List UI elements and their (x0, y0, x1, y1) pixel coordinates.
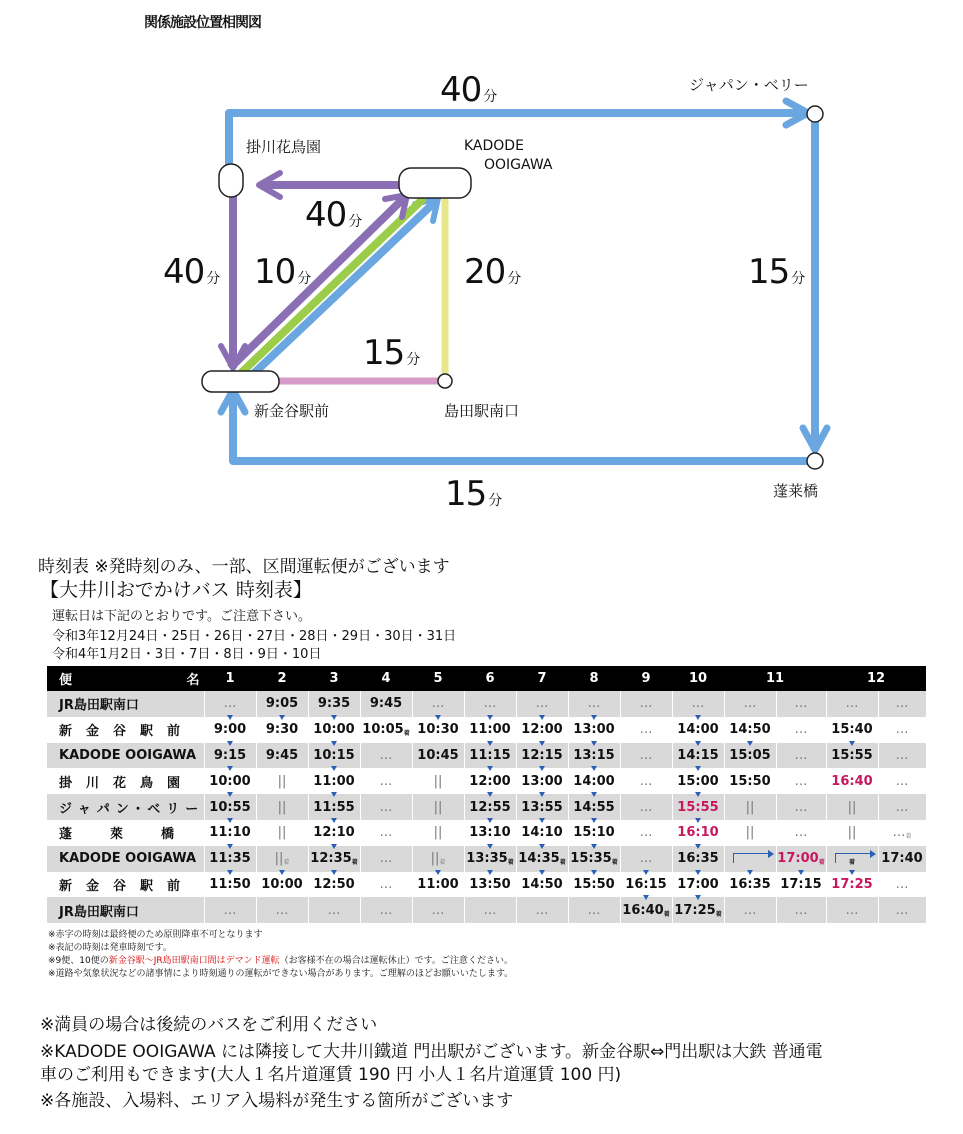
station-label-shimada: 島田駅南口 (444, 402, 520, 420)
time-cell: || (412, 820, 464, 846)
station-label-kadode-line2: OOIGAWA (484, 157, 553, 173)
arrow-down-icon (227, 870, 233, 875)
time-cell: 15:00 (672, 768, 724, 794)
time-cell: … (826, 691, 878, 717)
time-cell: 12:00 (516, 717, 568, 743)
arrow-down-icon (591, 715, 597, 720)
header-bin: 1 (204, 666, 256, 691)
arrow-down-icon (487, 844, 493, 849)
time-cell: 9:45 (360, 691, 412, 717)
stop-name: 掛川花鳥園 (47, 768, 204, 794)
time-cell: 11:00 (464, 717, 516, 743)
arrow-down-icon (539, 844, 545, 849)
time-cell: … (776, 794, 826, 820)
arrow-down-icon (643, 870, 649, 875)
time-label-purple-diag: 40 分 (305, 195, 362, 235)
header-bin: 2 (256, 666, 308, 691)
time-cell: … (360, 820, 412, 846)
time-cell: 16:35 (672, 846, 724, 872)
time-cell: 12:10 (308, 820, 360, 846)
time-cell: 10:55 (204, 794, 256, 820)
time-cell: … (776, 743, 826, 769)
time-cell: 11:55 (308, 794, 360, 820)
station-label-kadode-line1: KADODE (464, 138, 524, 154)
time-label-right: 15 分 (748, 252, 805, 292)
timetable (47, 666, 927, 923)
arrow-down-icon (539, 741, 545, 746)
time-cell: 10:00 (308, 717, 360, 743)
arrow-down-icon (539, 715, 545, 720)
time-cell: … (308, 897, 360, 923)
time-cell: 15:40 (826, 717, 878, 743)
arrow-down-icon (487, 792, 493, 797)
time-cell: … (620, 691, 672, 717)
timetable-row (47, 717, 926, 743)
arrow-down-icon (643, 895, 649, 900)
arrow-down-icon (227, 844, 233, 849)
stop-name: KADODE OOIGAWA (47, 846, 204, 872)
time-cell: … (516, 691, 568, 717)
footer-note-admission: ※各施設、入場料、エリア入場料が発生する箇所がございます (40, 1091, 514, 1111)
arrow-down-icon (539, 818, 545, 823)
time-cell: 12:35着 (308, 846, 360, 872)
time-cell: 11:00 (308, 768, 360, 794)
arrow-down-icon (695, 715, 701, 720)
station-label-japan-berry: ジャパン・ベリー (689, 76, 809, 94)
header-bin: 9 (620, 666, 672, 691)
time-cell (826, 846, 878, 872)
footer-note-kadode: ※KADODE OOIGAWA には隣接して大井川鐵道 門出駅がございます。新金谷駅⇔門出駅は大鉄 普通電 (40, 1042, 823, 1062)
time-cell: 14:35着 (516, 846, 568, 872)
arrow-down-icon (591, 870, 597, 875)
arrival-mark: 着 (559, 859, 566, 867)
time-cell: 9:00 (204, 717, 256, 743)
arrowhead-icon (870, 850, 876, 858)
arrow-down-icon (695, 766, 701, 771)
operation-dates-2022: 令和4年1月2日・3日・7日・8日・9日・10日 (52, 647, 322, 662)
arrow-down-icon (539, 792, 545, 797)
time-cell: 11:35 (204, 846, 256, 872)
time-cell: 13:10 (464, 820, 516, 846)
time-cell: 14:55 (568, 794, 620, 820)
time-cell: … (360, 794, 412, 820)
time-cell: … (776, 717, 826, 743)
time-cell: 11:15 (464, 743, 516, 769)
stop-name: KADODE OOIGAWA (47, 743, 204, 769)
time-label-pink: 15 分 (363, 333, 420, 373)
time-cell (724, 846, 776, 872)
arrival-mark: 着 (818, 859, 825, 867)
time-cell: … (776, 768, 826, 794)
arrow-down-icon (487, 715, 493, 720)
arrow-down-icon (747, 741, 753, 746)
arrow-down-icon (227, 715, 233, 720)
station-node-japan-berry (807, 106, 823, 122)
time-label-green-diag: 10 分 (254, 252, 311, 292)
time-cell: 10:45 (412, 743, 464, 769)
time-cell: 10:00 (256, 872, 308, 898)
arrow-down-icon (695, 818, 701, 823)
time-cell: 12:55 (464, 794, 516, 820)
time-cell: … (620, 717, 672, 743)
time-cell: … (360, 872, 412, 898)
time-cell: 14:00 (568, 768, 620, 794)
time-cell: || (256, 794, 308, 820)
time-cell: … (360, 897, 412, 923)
arrow-down-icon (591, 766, 597, 771)
time-cell: 16:40着 (620, 897, 672, 923)
arrow-down-icon (227, 792, 233, 797)
arrival-mark: 着 (283, 859, 290, 867)
arrow-down-icon (331, 715, 337, 720)
arrow-down-icon (849, 741, 855, 746)
timetable-row (47, 897, 926, 923)
header-bin: 10 (672, 666, 724, 691)
stop-name: 新金谷駅前 (47, 717, 204, 743)
time-cell: || (412, 794, 464, 820)
time-cell: 11:50 (204, 872, 256, 898)
arrow-down-icon (747, 870, 753, 875)
time-cell: ||着 (412, 846, 464, 872)
arrow-right-icon (733, 853, 768, 863)
timetable-row (47, 768, 926, 794)
arrow-down-icon (279, 715, 285, 720)
time-cell: 17:25 (826, 872, 878, 898)
header-bin-name: 便 名 (47, 666, 204, 691)
arrowhead-icon (768, 850, 774, 858)
operation-note: 運転日は下記のとおりです。ご注意下さい。 (52, 609, 311, 624)
header-bin: 8 (568, 666, 620, 691)
time-cell: … (412, 897, 464, 923)
time-cell: || (826, 794, 878, 820)
time-cell: ||着 (256, 846, 308, 872)
time-cell: 15:55 (826, 743, 878, 769)
arrow-down-icon (695, 844, 701, 849)
arrow-down-icon (331, 844, 337, 849)
arrow-down-icon (591, 818, 597, 823)
timetable-heading: 時刻表 ※発時刻のみ、一部、区間運転便がございます (38, 557, 450, 577)
arrow-down-icon (798, 870, 804, 875)
time-cell: 15:50 (568, 872, 620, 898)
time-cell: … (878, 872, 926, 898)
time-cell: … (464, 897, 516, 923)
arrival-mark: 着 (715, 910, 722, 918)
station-label-horai: 蓬莱橋 (773, 482, 819, 500)
header-bin: 5 (412, 666, 464, 691)
time-cell: 17:00 (672, 872, 724, 898)
time-cell: … (204, 691, 256, 717)
stop-name: 新金谷駅前 (47, 872, 204, 898)
time-cell: … (568, 897, 620, 923)
arrow-down-icon (487, 741, 493, 746)
operation-dates-2021: 令和3年12月24日・25日・26日・27日・28日・29日・30日・31日 (52, 629, 457, 644)
time-cell: || (256, 768, 308, 794)
station-node-shimada (438, 374, 452, 388)
timetable-row (47, 846, 926, 872)
timetable-row (47, 691, 926, 717)
time-cell: 10:05着 (360, 717, 412, 743)
time-cell: … (516, 897, 568, 923)
arrow-down-icon (695, 792, 701, 797)
time-cell: 15:10 (568, 820, 620, 846)
time-cell: …着 (878, 820, 926, 846)
time-cell: … (568, 691, 620, 717)
time-cell: … (724, 897, 776, 923)
arrow-down-icon (539, 766, 545, 771)
station-node-kakegawa (219, 164, 243, 197)
timetable-row (47, 872, 926, 898)
stop-name: JR島田駅南口 (47, 897, 204, 923)
arrow-down-icon (435, 870, 441, 875)
time-cell: 17:25着 (672, 897, 724, 923)
arrival-mark: 着 (403, 730, 410, 738)
time-cell: 15:55 (672, 794, 724, 820)
stop-name: 蓬萊橋 (47, 820, 204, 846)
time-cell: 16:35 (724, 872, 776, 898)
station-label-shinkanaya: 新金谷駅前 (254, 402, 330, 420)
arrow-down-icon (487, 818, 493, 823)
time-cell: 14:50 (516, 872, 568, 898)
time-cell: … (620, 846, 672, 872)
time-cell: 12:15 (516, 743, 568, 769)
time-cell: 13:15 (568, 743, 620, 769)
time-cell: 16:15 (620, 872, 672, 898)
time-cell: 13:00 (516, 768, 568, 794)
header-bin: 6 (464, 666, 516, 691)
time-cell: 15:35着 (568, 846, 620, 872)
time-cell: … (776, 691, 826, 717)
arrow-down-icon (279, 870, 285, 875)
time-cell: … (878, 794, 926, 820)
time-cell: 11:10 (204, 820, 256, 846)
time-cell: … (204, 897, 256, 923)
arrow-down-icon (331, 766, 337, 771)
time-cell: 12:50 (308, 872, 360, 898)
arrow-down-icon (487, 766, 493, 771)
arrow-down-icon (695, 870, 701, 875)
arrival-mark: 着 (611, 859, 618, 867)
time-cell: … (620, 743, 672, 769)
time-cell: … (360, 768, 412, 794)
timetable-title: 【大井川おでかけバス 時刻表】 (40, 579, 312, 601)
timetable-row (47, 743, 926, 769)
time-cell: 9:45 (256, 743, 308, 769)
stop-name: JR島田駅南口 (47, 691, 204, 717)
time-cell: 16:40 (826, 768, 878, 794)
time-label-yellow: 20 分 (464, 252, 521, 292)
arrow-right-icon (835, 853, 870, 863)
arrow-down-icon (487, 870, 493, 875)
time-cell: 16:10 (672, 820, 724, 846)
time-cell: … (672, 691, 724, 717)
time-label-top: 40 分 (440, 70, 497, 110)
time-cell: 14:50 (724, 717, 776, 743)
arrow-down-icon (695, 895, 701, 900)
header-bin: 7 (516, 666, 568, 691)
time-cell: 14:10 (516, 820, 568, 846)
header-bin: 11 (724, 666, 826, 691)
time-cell: || (412, 768, 464, 794)
time-cell: 14:15 (672, 743, 724, 769)
note-departure: ※表記の時刻は発車時刻です。 (48, 943, 172, 953)
note-red-times: ※赤字の時刻は最終便のため原則降車不可となります (48, 930, 263, 940)
time-cell: … (620, 794, 672, 820)
arrow-down-icon (695, 741, 701, 746)
arrow-down-icon (435, 715, 441, 720)
time-cell: 17:15 (776, 872, 826, 898)
arrow-down-icon (849, 870, 855, 875)
time-cell: 9:05 (256, 691, 308, 717)
time-cell: 14:00 (672, 717, 724, 743)
time-cell: 9:35 (308, 691, 360, 717)
header-bin: 4 (360, 666, 412, 691)
arrival-mark: 着 (848, 859, 855, 867)
header-bin: 3 (308, 666, 360, 691)
footer-note-full: ※満員の場合は後続のバスをご利用ください (40, 1015, 378, 1035)
timetable-header-row (47, 666, 926, 691)
time-label-bottom: 15 分 (445, 474, 502, 514)
arrow-down-icon (591, 741, 597, 746)
station-node-kadode (399, 168, 471, 198)
station-label-kakegawa: 掛川花鳥園 (246, 138, 322, 156)
time-cell: 11:00 (412, 872, 464, 898)
time-cell: || (826, 820, 878, 846)
note-delay: ※道路や気象状況などの諸事情により時刻通りの運転ができない場合があります。ご理解のほどお願いいたします。 (48, 969, 514, 979)
arrival-mark: 着 (439, 859, 446, 867)
arrow-down-icon (539, 870, 545, 875)
time-cell: … (724, 691, 776, 717)
time-cell: || (724, 820, 776, 846)
arrival-mark: 着 (351, 859, 358, 867)
time-cell: … (464, 691, 516, 717)
time-cell: 15:50 (724, 768, 776, 794)
time-cell: 10:00 (204, 768, 256, 794)
time-cell: 10:30 (412, 717, 464, 743)
arrow-down-icon (331, 741, 337, 746)
arrow-down-icon (591, 792, 597, 797)
arrow-down-icon (331, 870, 337, 875)
time-cell: … (620, 820, 672, 846)
time-cell: … (878, 768, 926, 794)
time-cell: || (256, 820, 308, 846)
time-cell: … (776, 820, 826, 846)
station-node-horai (807, 453, 823, 469)
time-cell: || (724, 794, 776, 820)
time-cell: … (360, 743, 412, 769)
arrival-mark: 着 (905, 833, 912, 841)
arrival-mark: 着 (663, 910, 670, 918)
timetable-row (47, 820, 926, 846)
time-cell: 10:15 (308, 743, 360, 769)
time-cell: … (256, 897, 308, 923)
note-demand: ※9便、10便の新金谷駅～JR島田駅南口間はデマンド運転（お客様不在の場合は運転休止）です。ご注意ください。 (48, 956, 513, 966)
time-cell: 17:00着 (776, 846, 826, 872)
time-cell: 13:50 (464, 872, 516, 898)
stop-name: ジャパン･ベリー (47, 794, 204, 820)
station-node-shinkanaya (202, 371, 279, 392)
time-cell: … (360, 846, 412, 872)
time-cell: … (412, 691, 464, 717)
time-cell: 13:00 (568, 717, 620, 743)
arrow-down-icon (227, 818, 233, 823)
timetable-row (47, 794, 926, 820)
arrow-down-icon (331, 818, 337, 823)
arrow-down-icon (331, 792, 337, 797)
time-cell: 9:30 (256, 717, 308, 743)
time-cell: … (826, 897, 878, 923)
time-label-left: 40 分 (163, 252, 220, 292)
time-cell: 17:40 (878, 846, 926, 872)
arrow-down-icon (227, 741, 233, 746)
time-cell: … (878, 897, 926, 923)
footer-note-fare: 車のご利用もできます(大人１名片道運賃 190 円 小人１名片道運賃 100 円) (40, 1065, 622, 1085)
time-cell: 13:35着 (464, 846, 516, 872)
time-cell: 12:00 (464, 768, 516, 794)
time-cell: 13:55 (516, 794, 568, 820)
time-cell: … (620, 768, 672, 794)
arrow-down-icon (227, 766, 233, 771)
time-cell: … (776, 897, 826, 923)
time-cell: … (878, 717, 926, 743)
time-cell: 9:15 (204, 743, 256, 769)
time-cell: … (878, 743, 926, 769)
time-cell: 15:05 (724, 743, 776, 769)
arrow-down-icon (591, 844, 597, 849)
header-bin: 12 (826, 666, 926, 691)
time-cell: … (878, 691, 926, 717)
arrival-mark: 着 (507, 859, 514, 867)
page-title: 関係施設位置相関図 (144, 15, 261, 31)
